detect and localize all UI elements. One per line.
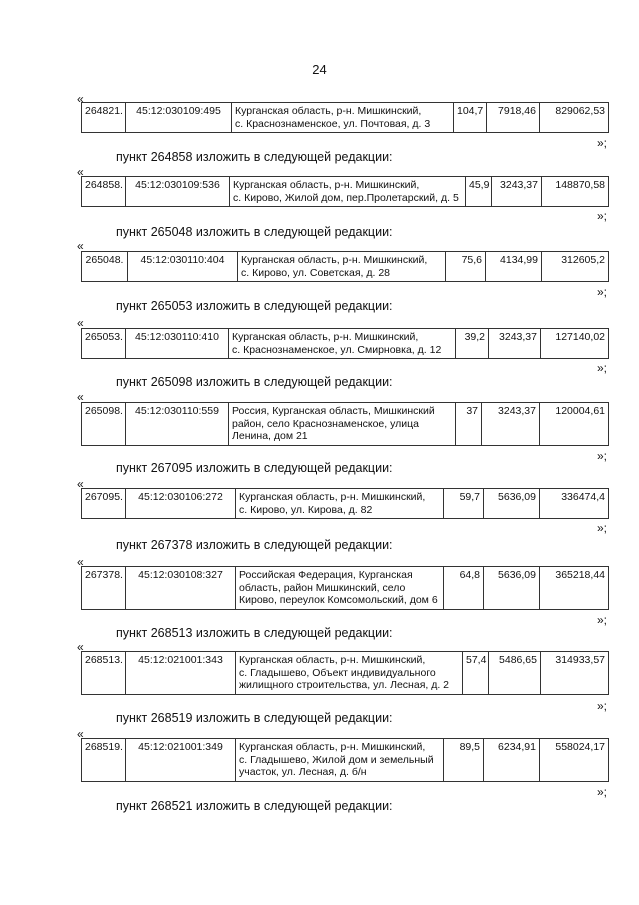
address-line: Курганская область, р-н. Мишкинский, xyxy=(241,254,428,266)
item-number-cell: 264858. xyxy=(82,177,126,207)
cadastral-number-cell: 45:12:021001:349 xyxy=(126,739,236,782)
price-cell: 4134,99 xyxy=(486,252,542,282)
cadastral-number-cell: 45:12:021001:343 xyxy=(126,652,236,695)
address-cell xyxy=(236,652,463,695)
address-line: Ленина, дом 21 xyxy=(232,430,308,442)
item-number-cell: 265053. xyxy=(82,329,126,359)
area-cell: 37 xyxy=(456,403,482,446)
price-cell: 5636,09 xyxy=(484,489,540,519)
amendment-instruction: пункт 268519 изложить в следующей редакции: xyxy=(116,711,393,725)
registry-table xyxy=(81,328,609,359)
amendment-instruction: пункт 264858 изложить в следующей редакции: xyxy=(116,150,393,164)
address-cell xyxy=(232,103,454,133)
area-cell: 45,9 xyxy=(466,177,492,207)
price-cell: 5486,65 xyxy=(489,652,541,695)
amendment-instruction: пункт 265048 изложить в следующей редакции: xyxy=(116,225,393,239)
address-line: Курганская область, р-н. Мишкинский, xyxy=(232,331,419,343)
address-cell xyxy=(236,567,444,610)
total-cell: 127140,02 xyxy=(541,329,609,359)
item-number-cell: 264821. xyxy=(82,103,126,133)
address-cell xyxy=(229,329,456,359)
address-cell xyxy=(229,403,456,446)
open-quote: « xyxy=(77,555,84,569)
area-cell: 89,5 xyxy=(444,739,484,782)
price-cell: 7918,46 xyxy=(487,103,540,133)
item-number-cell: 265048. xyxy=(82,252,128,282)
amendment-instruction: пункт 267378 изложить в следующей редакции: xyxy=(116,538,393,552)
registry-table xyxy=(81,251,609,282)
amendment-instruction: пункт 265053 изложить в следующей редакции: xyxy=(116,299,393,313)
item-number-cell: 268513. xyxy=(82,652,126,695)
open-quote: « xyxy=(77,239,84,253)
address-line: с. Кирово, ул. Кирова, д. 82 xyxy=(239,503,373,516)
address-line: жилищного строительства, ул. Лесная, д. 2 xyxy=(239,679,450,691)
address-line: Курганская область, р-н. Мишкинский, xyxy=(239,491,426,503)
table-row xyxy=(82,403,609,446)
price-cell: 3243,37 xyxy=(492,177,542,207)
address-line: Курганская область, р-н. Мишкинский, xyxy=(239,654,426,666)
close-quote: »; xyxy=(597,209,608,223)
registry-table xyxy=(81,176,609,207)
address-line: с. Краснознаменское, ул. Смирновка, д. 12 xyxy=(232,343,442,356)
registry-table xyxy=(81,102,609,133)
open-quote: « xyxy=(77,165,84,179)
item-number-cell: 267378. xyxy=(82,567,126,610)
address-cell xyxy=(236,489,444,519)
open-quote: « xyxy=(77,316,84,330)
cadastral-number-cell: 45:12:030110:559 xyxy=(126,403,229,446)
address-line: Курганская область, р-н. Мишкинский, xyxy=(233,179,420,191)
total-cell: 148870,58 xyxy=(542,177,609,207)
address-line: с. Краснознаменское, ул. Почтовая, д. 3 xyxy=(235,117,431,130)
area-cell: 64,8 xyxy=(444,567,484,610)
price-cell: 3243,37 xyxy=(482,403,540,446)
registry-table xyxy=(81,651,609,695)
price-cell: 5636,09 xyxy=(484,567,540,610)
registry-table xyxy=(81,738,609,782)
cadastral-number-cell: 45:12:030110:410 xyxy=(126,329,229,359)
amendment-instruction: пункт 265098 изложить в следующей редакции: xyxy=(116,375,393,389)
registry-table xyxy=(81,566,609,610)
page-number: 24 xyxy=(312,62,327,77)
open-quote: « xyxy=(77,92,84,106)
price-cell: 3243,37 xyxy=(489,329,541,359)
close-quote: »; xyxy=(597,613,608,627)
address-cell xyxy=(230,177,466,207)
address-line: Кирово, переулок Комсомольский, дом 6 xyxy=(239,594,438,606)
address-line: с. Гладышево, Объект индивидуального xyxy=(239,666,436,679)
close-quote: »; xyxy=(597,785,608,799)
address-line: Россия, Курганская область, Мишкинский xyxy=(232,405,435,417)
total-cell: 336474,4 xyxy=(540,489,609,519)
table-row xyxy=(82,567,609,610)
area-cell: 59,7 xyxy=(444,489,484,519)
table-row xyxy=(82,103,609,133)
item-number-cell: 268519. xyxy=(82,739,126,782)
cadastral-number-cell: 45:12:030108:327 xyxy=(126,567,236,610)
item-number-cell: 267095. xyxy=(82,489,126,519)
price-cell: 6234,91 xyxy=(484,739,540,782)
close-quote: »; xyxy=(597,361,608,375)
close-quote: »; xyxy=(597,136,608,150)
table-row xyxy=(82,329,609,359)
open-quote: « xyxy=(77,640,84,654)
registry-table xyxy=(81,402,609,446)
cadastral-number-cell: 45:12:030106:272 xyxy=(126,489,236,519)
total-cell: 558024,17 xyxy=(540,739,609,782)
area-cell: 75,6 xyxy=(446,252,486,282)
address-line: район, село Краснознаменское, улица xyxy=(232,417,419,430)
total-cell: 365218,44 xyxy=(540,567,609,610)
address-line: Курганская область, р-н. Мишкинский, xyxy=(239,741,426,753)
close-quote: »; xyxy=(597,521,608,535)
item-number-cell: 265098. xyxy=(82,403,126,446)
address-line: участок, ул. Лесная, д. б/н xyxy=(239,766,367,778)
table-row xyxy=(82,652,609,695)
address-line: Курганская область, р-н. Мишкинский, xyxy=(235,105,422,117)
table-row xyxy=(82,177,609,207)
open-quote: « xyxy=(77,390,84,404)
cadastral-number-cell: 45:12:030109:536 xyxy=(126,177,230,207)
area-cell: 39,2 xyxy=(456,329,489,359)
amendment-instruction: пункт 268521 изложить в следующей редакции: xyxy=(116,799,393,813)
total-cell: 829062,53 xyxy=(540,103,609,133)
registry-table xyxy=(81,488,609,519)
total-cell: 120004,61 xyxy=(540,403,609,446)
address-line: с. Кирово, Жилой дом, пер.Пролетарский, д. 5 xyxy=(233,191,459,204)
close-quote: »; xyxy=(597,699,608,713)
total-cell: 314933,57 xyxy=(541,652,609,695)
address-line: Российская Федерация, Курганская xyxy=(239,569,413,581)
open-quote: « xyxy=(77,477,84,491)
address-line: с. Кирово, ул. Советская, д. 28 xyxy=(241,266,390,279)
address-cell xyxy=(238,252,446,282)
total-cell: 312605,2 xyxy=(542,252,609,282)
area-cell: 104,7 xyxy=(454,103,487,133)
address-line: область, район Мишкинский, село xyxy=(239,581,406,594)
close-quote: »; xyxy=(597,449,608,463)
amendment-instruction: пункт 267095 изложить в следующей редакции: xyxy=(116,461,393,475)
cadastral-number-cell: 45:12:030109:495 xyxy=(126,103,232,133)
table-row xyxy=(82,252,609,282)
table-row xyxy=(82,489,609,519)
cadastral-number-cell: 45:12:030110:404 xyxy=(128,252,238,282)
address-line: с. Гладышево, Жилой дом и земельный xyxy=(239,753,434,766)
table-row xyxy=(82,739,609,782)
close-quote: »; xyxy=(597,285,608,299)
area-cell: 57,4 xyxy=(463,652,489,695)
open-quote: « xyxy=(77,727,84,741)
address-cell xyxy=(236,739,444,782)
amendment-instruction: пункт 268513 изложить в следующей редакции: xyxy=(116,626,393,640)
